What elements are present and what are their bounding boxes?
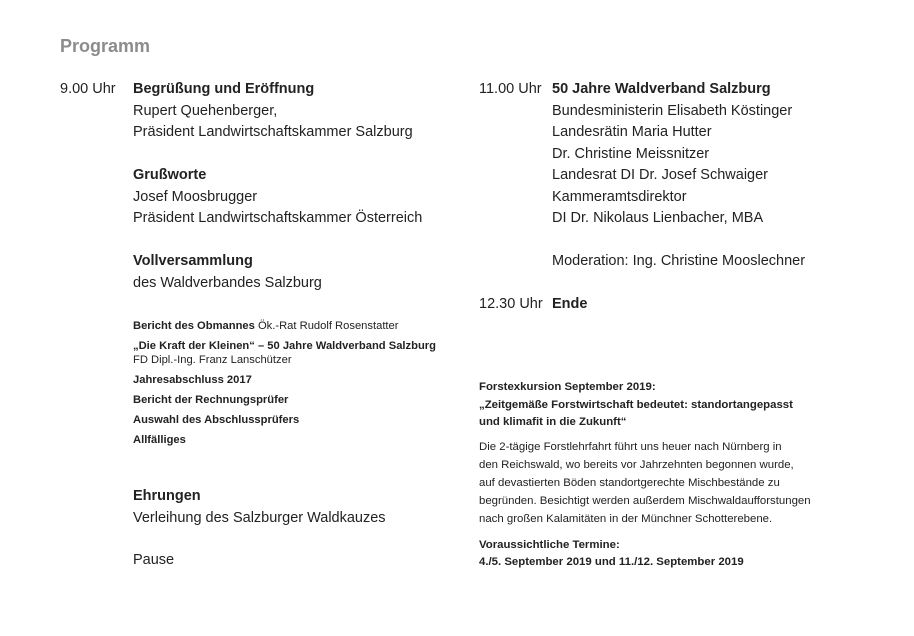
opening-title: Begrüßung und Eröffnung <box>133 81 315 97</box>
agenda-report-title: Bericht des Obmannes <box>133 320 255 332</box>
opening-role: Präsident Landwirtschaftskammer Salzburg <box>133 124 413 140</box>
agenda-talk-person: FD Dipl.-Ing. Franz Lanschützer <box>133 354 292 366</box>
excursion-text-line: auf devastierten Böden standortgerechte Mischbestände zu <box>479 476 780 489</box>
agenda-item: Auswahl des Abschlussprüfers <box>133 414 300 426</box>
dates-title: Voraussichtliche Termine: <box>479 538 620 551</box>
time-1230: 12.30 Uhr <box>479 296 543 312</box>
assembly-section <box>133 251 322 294</box>
speaker: DI Dr. Nikolaus Lienbacher, MBA <box>552 210 764 226</box>
speaker: Landesrätin Maria Hutter <box>552 124 712 140</box>
speaker: Dr. Christine Meissnitzer <box>552 145 710 162</box>
speaker: Landesrat DI Dr. Josef Schwaiger <box>552 167 768 183</box>
excursion-text-line: Die 2-tägige Forstlehrfahrt führt uns heuer nach Nürnberg in <box>479 440 782 453</box>
agenda-report-person: Ök.-Rat Rudolf Rosenstatter <box>254 320 399 332</box>
anniversary-title: 50 Jahre Waldverband Salzburg <box>552 81 771 97</box>
greetings-section <box>133 165 422 230</box>
honors-text: Verleihung des Salzburger Waldkauzes <box>133 509 386 526</box>
honors-title: Ehrungen <box>133 488 201 504</box>
time-0900: 9.00 Uhr <box>60 81 116 97</box>
speaker: Bundesministerin Elisabeth Köstinger <box>552 102 793 119</box>
speaker: Kammeramtsdirektor <box>552 188 687 205</box>
excursion-text <box>479 438 849 529</box>
excursion-title: Forstexkursion September 2019: <box>479 381 656 393</box>
excursion-section <box>479 379 849 572</box>
agenda-item: Bericht der Rechnungsprüfer <box>133 394 289 406</box>
agenda-talk-title: „Die Kraft der Kleinen“ – 50 Jahre Waldverband Salzburg <box>133 340 436 352</box>
greetings-role: Präsident Landwirtschaftskammer Österreich <box>133 210 423 226</box>
end-label: Ende <box>552 296 588 312</box>
time-1100: 11.00 Uhr <box>479 81 542 97</box>
excursion-text-line: begründen. Besichtigt werden außerdem Mischwaldaufforstungen <box>479 495 811 508</box>
excursion-text-line: nach großen Kalamitäten in der Münchner Schotterebene. <box>479 513 773 526</box>
opening-speaker: Rupert Quehenberger, <box>133 102 278 119</box>
excursion-text-line: den Reichswald, wo bereits vor Jahrzehnten begonnen wurde, <box>479 458 794 471</box>
opening-section <box>133 79 413 144</box>
agenda-report <box>133 316 436 336</box>
assembly-subtitle: des Waldverbandes Salzburg <box>133 274 322 291</box>
greetings-title: Grußworte <box>133 167 207 183</box>
anniversary-section <box>552 79 805 273</box>
dates-value: 4./5. September 2019 und 11./12. September 2019 <box>479 556 744 569</box>
excursion-subtitle: „Zeitgemäße Forstwirtschaft bedeutet: standortangepasst <box>479 398 793 411</box>
agenda-item: Jahresabschluss 2017 <box>133 374 252 386</box>
honors-section <box>133 486 386 529</box>
greetings-speaker: Josef Moosbrugger <box>133 188 258 205</box>
assembly-title: Vollversammlung <box>133 253 253 269</box>
pause-label: Pause <box>133 552 175 568</box>
agenda-list <box>133 316 436 450</box>
agenda-item: Allfälliges <box>133 434 186 446</box>
excursion-subtitle: und klimafit in die Zukunft“ <box>479 416 627 428</box>
moderation: Moderation: Ing. Christine Mooslechner <box>552 253 806 269</box>
page-title: Programm <box>60 36 151 56</box>
